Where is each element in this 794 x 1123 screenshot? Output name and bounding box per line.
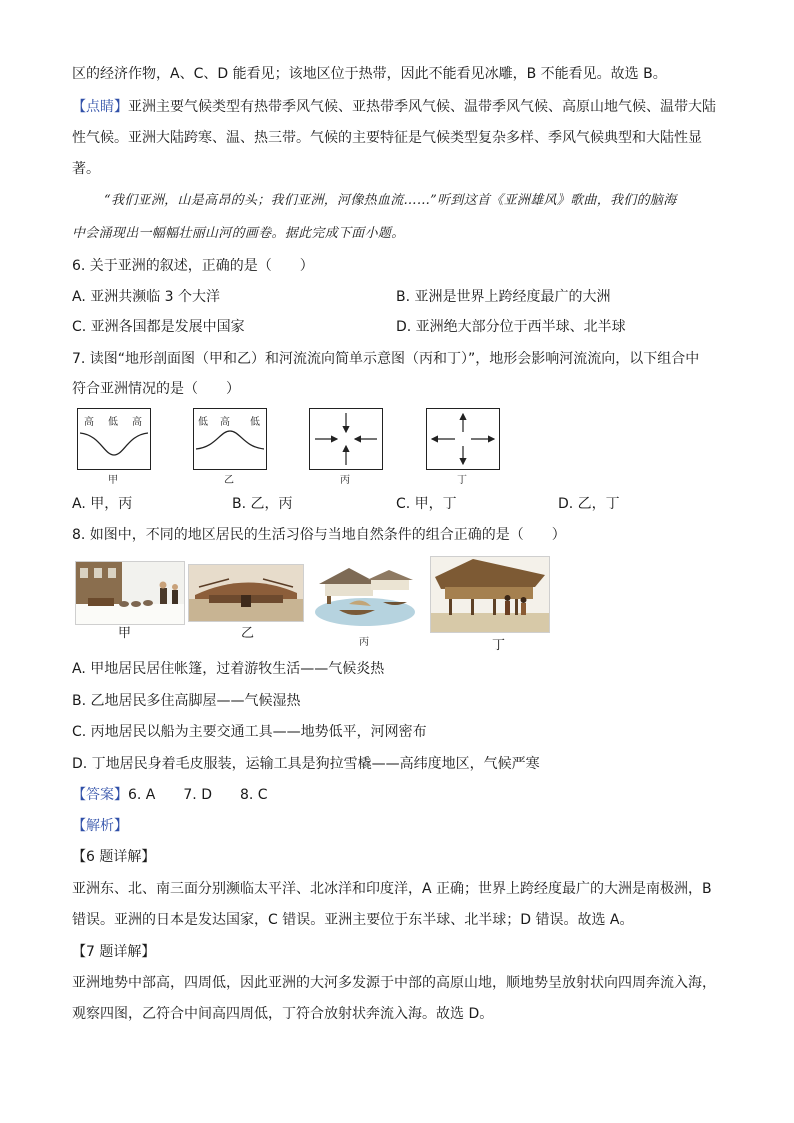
question-8-stem: 8. 如图中，不同的地区居民的生活习俗与当地自然条件的组合正确的是（ ） (72, 527, 566, 543)
poem-line: 中会涌现出一幅幅壮丽山河的画卷。据此完成下面小题。 (72, 226, 405, 241)
analysis-text: 亚洲地势中部高，四周低，因此亚洲的大河多发源于中部的高原山地，顺地势呈放射状向四周奔流入海， (72, 975, 716, 991)
picture-caption: 甲 (118, 626, 132, 641)
question-6-stem: 6. 关于亚洲的叙述，正确的是（ ） (72, 258, 314, 274)
terrain-label: 高 (132, 417, 142, 428)
terrain-label: 低 (198, 417, 208, 428)
terrain-label: 低 (250, 417, 260, 428)
picture-bing (309, 560, 421, 630)
profile-diagram-yi (193, 408, 267, 470)
stilt-house-illustration (431, 557, 549, 632)
profile-diagram-jia (77, 408, 151, 470)
picture-jia (75, 561, 185, 625)
q7-option-a: A. 甲，丙 (72, 496, 133, 512)
q8-option-a: A. 甲地居民居住帐篷，过着游牧生活——气候炎热 (72, 661, 385, 677)
question-7-stem: 符合亚洲情况的是（ ） (72, 381, 240, 397)
q8-option-b: B. 乙地居民多住高脚屋——气候湿热 (72, 693, 301, 709)
picture-caption: 丙 (359, 637, 369, 648)
picture-caption: 丁 (492, 638, 506, 653)
text-span: 亚洲主要气候类型有热带季风气候、亚热带季风气候、温带季风气候、高原山地气候、温带大陆 (128, 99, 716, 115)
answer-values: 6. A 7. D 8. C (128, 787, 268, 803)
diagram-caption: 丁 (457, 475, 467, 486)
q8-option-c: C. 丙地居民以船为主要交通工具——地势低平，河网密布 (72, 724, 427, 740)
q6-option-a: A. 亚洲共濒临 3 个大洋 (72, 289, 221, 305)
dog-sled-illustration (76, 562, 184, 624)
diagram-caption: 丙 (340, 475, 350, 486)
terrain-label: 高 (220, 417, 230, 428)
text-line: 性气候。亚洲大陆跨寒、温、热三带。气候的主要特征是气候类型复杂多样、季风气候典型和大陆性显 (72, 130, 702, 146)
analysis-text: 观察四图，乙符合中间高四周低，丁符合放射状奔流入海。故选 D。 (72, 1006, 494, 1022)
answer-tag: 【答案】 (72, 787, 128, 803)
q6-option-c: C. 亚洲各国都是发展中国家 (72, 319, 245, 335)
detail-heading-7: 【7 题详解】 (72, 944, 156, 960)
q6-option-d: D. 亚洲绝大部分位于西半球、北半球 (396, 319, 626, 335)
answer-line (72, 785, 268, 805)
flow-diagram-bing (309, 408, 383, 470)
analysis-text: 亚洲东、北、南三面分别濒临太平洋、北冰洋和印度洋，A 正确；世界上跨经度最广的大洲是南极洲，B (72, 881, 712, 897)
text-line (72, 97, 716, 117)
inward-arrows-icon (310, 409, 382, 469)
q6-option-b: B. 亚洲是世界上跨经度最广的大洲 (396, 289, 611, 305)
text-line: 区的经济作物，A、C、D 能看见；该地区位于热带，因此不能看见冰雕，B 不能看见。故选 B。 (72, 66, 667, 82)
flow-diagram-ding (426, 408, 500, 470)
diagram-caption: 乙 (224, 475, 234, 486)
text-line: 著。 (72, 161, 100, 177)
terrain-label: 高 (84, 417, 94, 428)
diagram-caption: 甲 (108, 475, 118, 486)
outward-arrows-icon (427, 409, 499, 469)
boat-town-illustration (309, 560, 421, 630)
question-7-stem: 7. 读图“地形剖面图（甲和乙）和河流流向简单示意图（丙和丁）”，地形会影响河流流向，以下组合中 (72, 351, 700, 367)
analysis-text: 错误。亚洲的日本是发达国家，C 错误。亚洲主要位于东半球、北半球；D 错误。故选 A。 (72, 912, 634, 928)
poem-line: “我们亚洲，山是高昂的头；我们亚洲，河像热血流……”听到这首《亚洲雄风》歌曲，我们的脑海 (104, 193, 677, 208)
picture-yi (188, 564, 304, 622)
analysis-tag: 【解析】 (72, 818, 128, 834)
q8-option-d: D. 丁地居民身着毛皮服装，运输工具是狗拉雪橇——高纬度地区，气候严寒 (72, 756, 540, 772)
detail-heading-6: 【6 题详解】 (72, 849, 156, 865)
q7-option-c: C. 甲，丁 (396, 496, 457, 512)
q7-option-d: D. 乙，丁 (558, 496, 620, 512)
dwelling-illustration (189, 565, 303, 621)
terrain-label: 低 (108, 417, 118, 428)
picture-ding (430, 556, 550, 633)
picture-caption: 乙 (241, 626, 255, 641)
q7-option-b: B. 乙，丙 (232, 496, 293, 512)
dianjing-tag: 【点睛】 (72, 99, 128, 115)
